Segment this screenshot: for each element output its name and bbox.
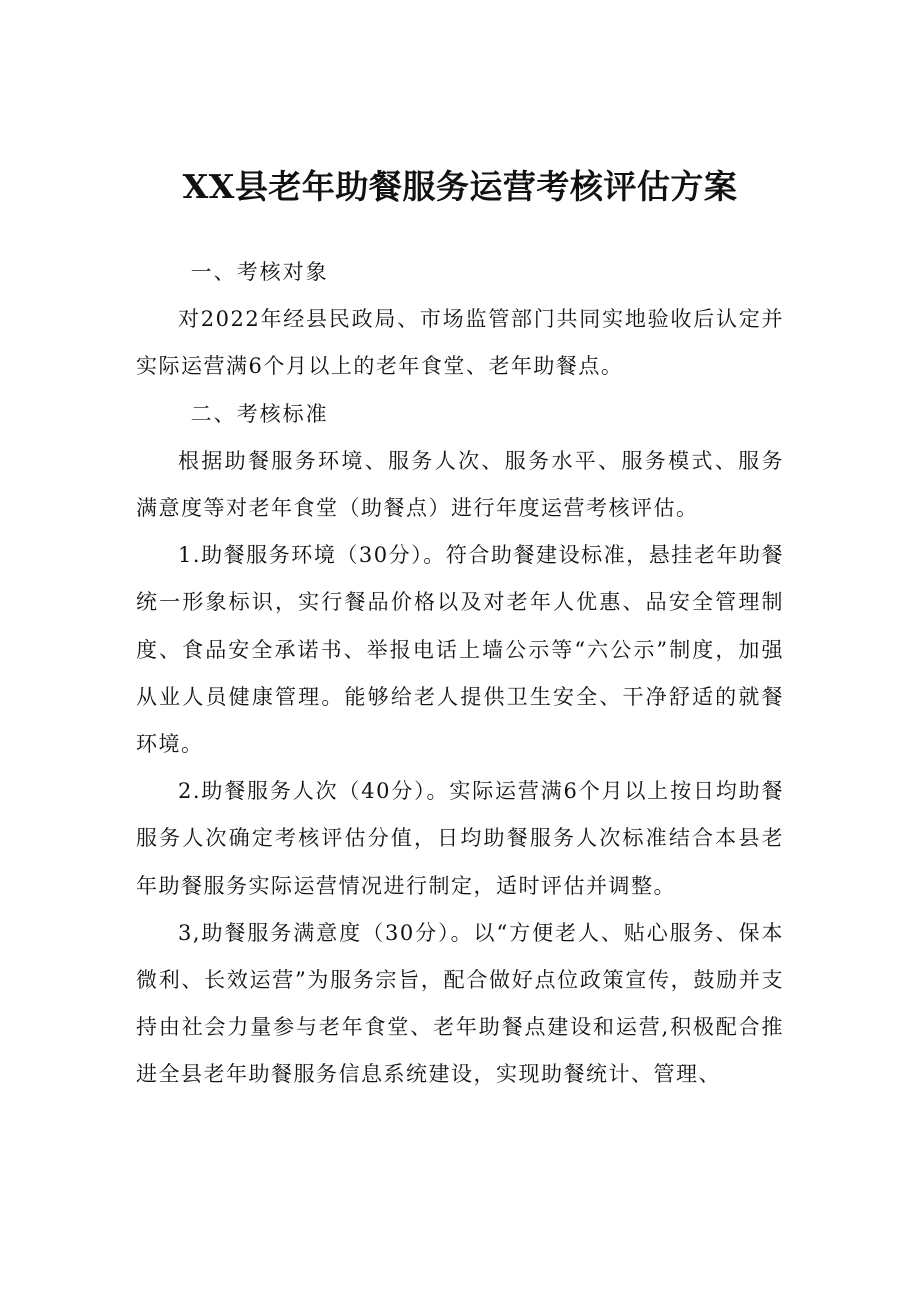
paragraph-targets: 对2022年经县民政局、市场监管部门共同实地验收后认定并实际运营满6个月以上的老年食堂、老年助餐点。 bbox=[136, 307, 784, 379]
paragraph-standards-intro: 根据助餐服务环境、服务人次、服务水平、服务模式、服务满意度等对老年食堂（助餐点）进行年度运营考核评估。 bbox=[136, 448, 784, 521]
section-heading-standards: 二、考核标准 bbox=[190, 401, 329, 426]
document-title: XX县老年助餐服务运营考核评估方案 bbox=[182, 167, 738, 206]
document-body bbox=[136, 249, 784, 1099]
paragraph-environment: 1.助餐服务环境（30分）。符合助餐建设标准，悬挂老年助餐统一形象标识，实行餐品价格以及对老年人优惠、品安全管理制度、食品安全承诺书、举报电话上墙公示等“六公示”制度，加强从业人员健康管理。能够给老人提供卫生安全、干净舒适的就餐环境。 bbox=[136, 543, 784, 757]
paragraph-satisfaction: 3,助餐服务满意度（30分）。以“方便老人、贴心服务、保本微利、长效运营”为服务宗旨，配合做好点位政策宣传，鼓励并支持由社会力量参与老年食堂、老年助餐点建设和运营,积极配合推进全县老年助餐服务信息系统建设，实现助餐统计、管理、 bbox=[136, 920, 784, 1087]
section-heading-targets: 一、考核对象 bbox=[190, 260, 329, 284]
paragraph-service-count: 2.助餐服务人次（40分）。实际运营满6个月以上按日均助餐服务人次确定考核评估分值，日均助餐服务人次标准结合本县老年助餐服务实际运营情况进行制定，适时评估并调整。 bbox=[136, 779, 784, 898]
